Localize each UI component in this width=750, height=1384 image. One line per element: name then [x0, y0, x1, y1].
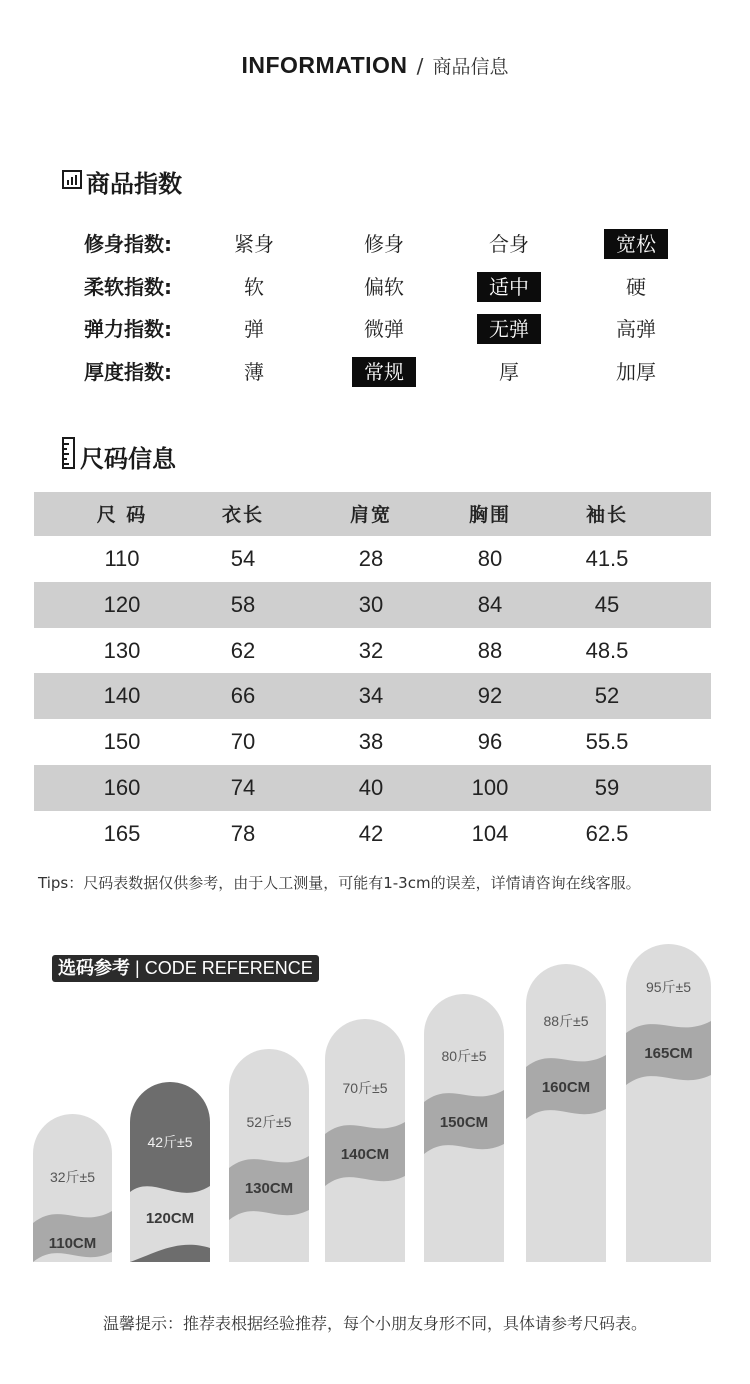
table-cell: 120	[103, 591, 141, 617]
column-header: 胸围	[468, 504, 511, 526]
size-pill	[130, 1082, 210, 1262]
pill-height-label: 140CM	[340, 1146, 390, 1163]
table-cell: 48.5	[585, 637, 629, 663]
index-option: 加厚	[616, 360, 656, 384]
size-pill	[526, 964, 606, 1262]
table-cell: 55.5	[585, 729, 629, 755]
table-cell: 88	[477, 637, 503, 663]
header-title-en: INFORMATION	[241, 52, 408, 78]
pill-weight-label: 80斤±5	[441, 1048, 487, 1064]
pill-weight-label: 32斤±5	[49, 1169, 96, 1185]
pill-weight-label: 70斤±5	[342, 1080, 388, 1096]
pill-height-label: 120CM	[145, 1210, 195, 1227]
index-section-heading: 商品指数	[86, 170, 182, 198]
pill-weight-label: 88斤±5	[543, 1013, 589, 1029]
column-header: 衣长	[221, 504, 264, 526]
column-header: 袖长	[585, 504, 628, 526]
pill-weight-label: 95斤±5	[645, 979, 692, 995]
index-option: 紧身	[234, 232, 274, 256]
pill-height-label: 110CM	[48, 1235, 97, 1252]
size-tips: Tips：尺码表数据仅供参考，由于人工测量，可能有1-3cm的误差，详情请咨询在线客服。	[38, 874, 641, 892]
index-option-selected: 常规	[352, 357, 416, 387]
index-row-label: 厚度指数:	[84, 360, 172, 384]
index-option: 薄	[244, 360, 264, 384]
table-cell: 62	[230, 637, 256, 663]
size-pill	[325, 1019, 405, 1262]
header-title-cn: 商品信息	[432, 56, 509, 78]
table-cell: 30	[358, 591, 384, 617]
table-cell: 80	[477, 546, 503, 571]
table-cell: 110	[104, 546, 140, 571]
index-option: 修身	[364, 232, 404, 256]
index-option: 厚	[499, 360, 519, 384]
code-reference-cn: 选码参考	[58, 958, 130, 979]
pill-body	[229, 1049, 309, 1262]
table-cell: 160	[103, 774, 141, 800]
table-cell: 54	[230, 546, 256, 571]
table-cell: 84	[477, 591, 503, 617]
column-header: 肩宽	[349, 504, 392, 526]
index-option: 高弹	[616, 317, 656, 341]
pill-height-label: 160CM	[541, 1079, 591, 1096]
footer-note: 温馨提示：推荐表根据经验推荐，每个小朋友身形不同，具体请参考尺码表。	[102, 1314, 647, 1333]
index-row-label: 弹力指数:	[84, 317, 172, 341]
index-option-selected: 宽松	[604, 229, 668, 259]
table-cell: 70	[230, 729, 256, 755]
table-cell: 140	[103, 683, 141, 709]
pill-weight-label: 42斤±5	[147, 1134, 193, 1150]
index-option: 微弹	[364, 317, 404, 341]
pill-height-label: 130CM	[244, 1180, 294, 1197]
header-separator: /	[416, 54, 424, 78]
index-option: 软	[244, 275, 264, 299]
index-option: 合身	[489, 232, 529, 256]
table-cell: 78	[230, 820, 256, 846]
pill-weight-label: 52斤±5	[246, 1114, 292, 1130]
pill-height-label: 165CM	[644, 1045, 693, 1062]
table-cell: 150	[103, 729, 141, 755]
table-cell: 34	[358, 683, 384, 709]
table-cell: 42	[358, 820, 384, 846]
index-row-label: 柔软指数:	[84, 275, 172, 299]
table-cell: 130	[103, 637, 141, 663]
table-cell: 40	[358, 774, 384, 800]
table-cell: 32	[358, 637, 384, 663]
table-cell: 74	[230, 774, 256, 800]
index-option: 弹	[244, 317, 264, 341]
table-cell: 92	[477, 683, 503, 709]
table-cell: 96	[477, 729, 503, 755]
code-reference-sep: |	[135, 958, 140, 978]
size-section-heading: 尺码信息	[80, 444, 176, 473]
index-row-label: 修身指数:	[84, 232, 172, 256]
table-cell: 38	[358, 729, 384, 755]
table-cell: 66	[230, 683, 256, 709]
index-option-selected: 无弹	[477, 314, 541, 344]
index-option: 硬	[626, 275, 646, 299]
table-cell: 58	[230, 591, 256, 617]
table-cell: 41.5	[585, 546, 629, 571]
index-option: 偏软	[364, 275, 404, 299]
table-cell: 165	[103, 820, 141, 846]
table-cell: 59	[594, 774, 620, 800]
column-header: 尺 码	[96, 504, 148, 526]
size-pill	[229, 1049, 309, 1262]
table-cell: 104	[471, 820, 509, 846]
table-cell: 52	[594, 683, 620, 709]
pill-height-label: 150CM	[439, 1114, 489, 1131]
table-cell: 45	[594, 591, 620, 617]
table-cell: 62.5	[585, 820, 629, 846]
table-cell: 28	[358, 546, 384, 571]
code-reference-en: CODE REFERENCE	[144, 958, 313, 978]
table-cell: 100	[471, 774, 509, 800]
index-option-selected: 适中	[477, 272, 541, 302]
